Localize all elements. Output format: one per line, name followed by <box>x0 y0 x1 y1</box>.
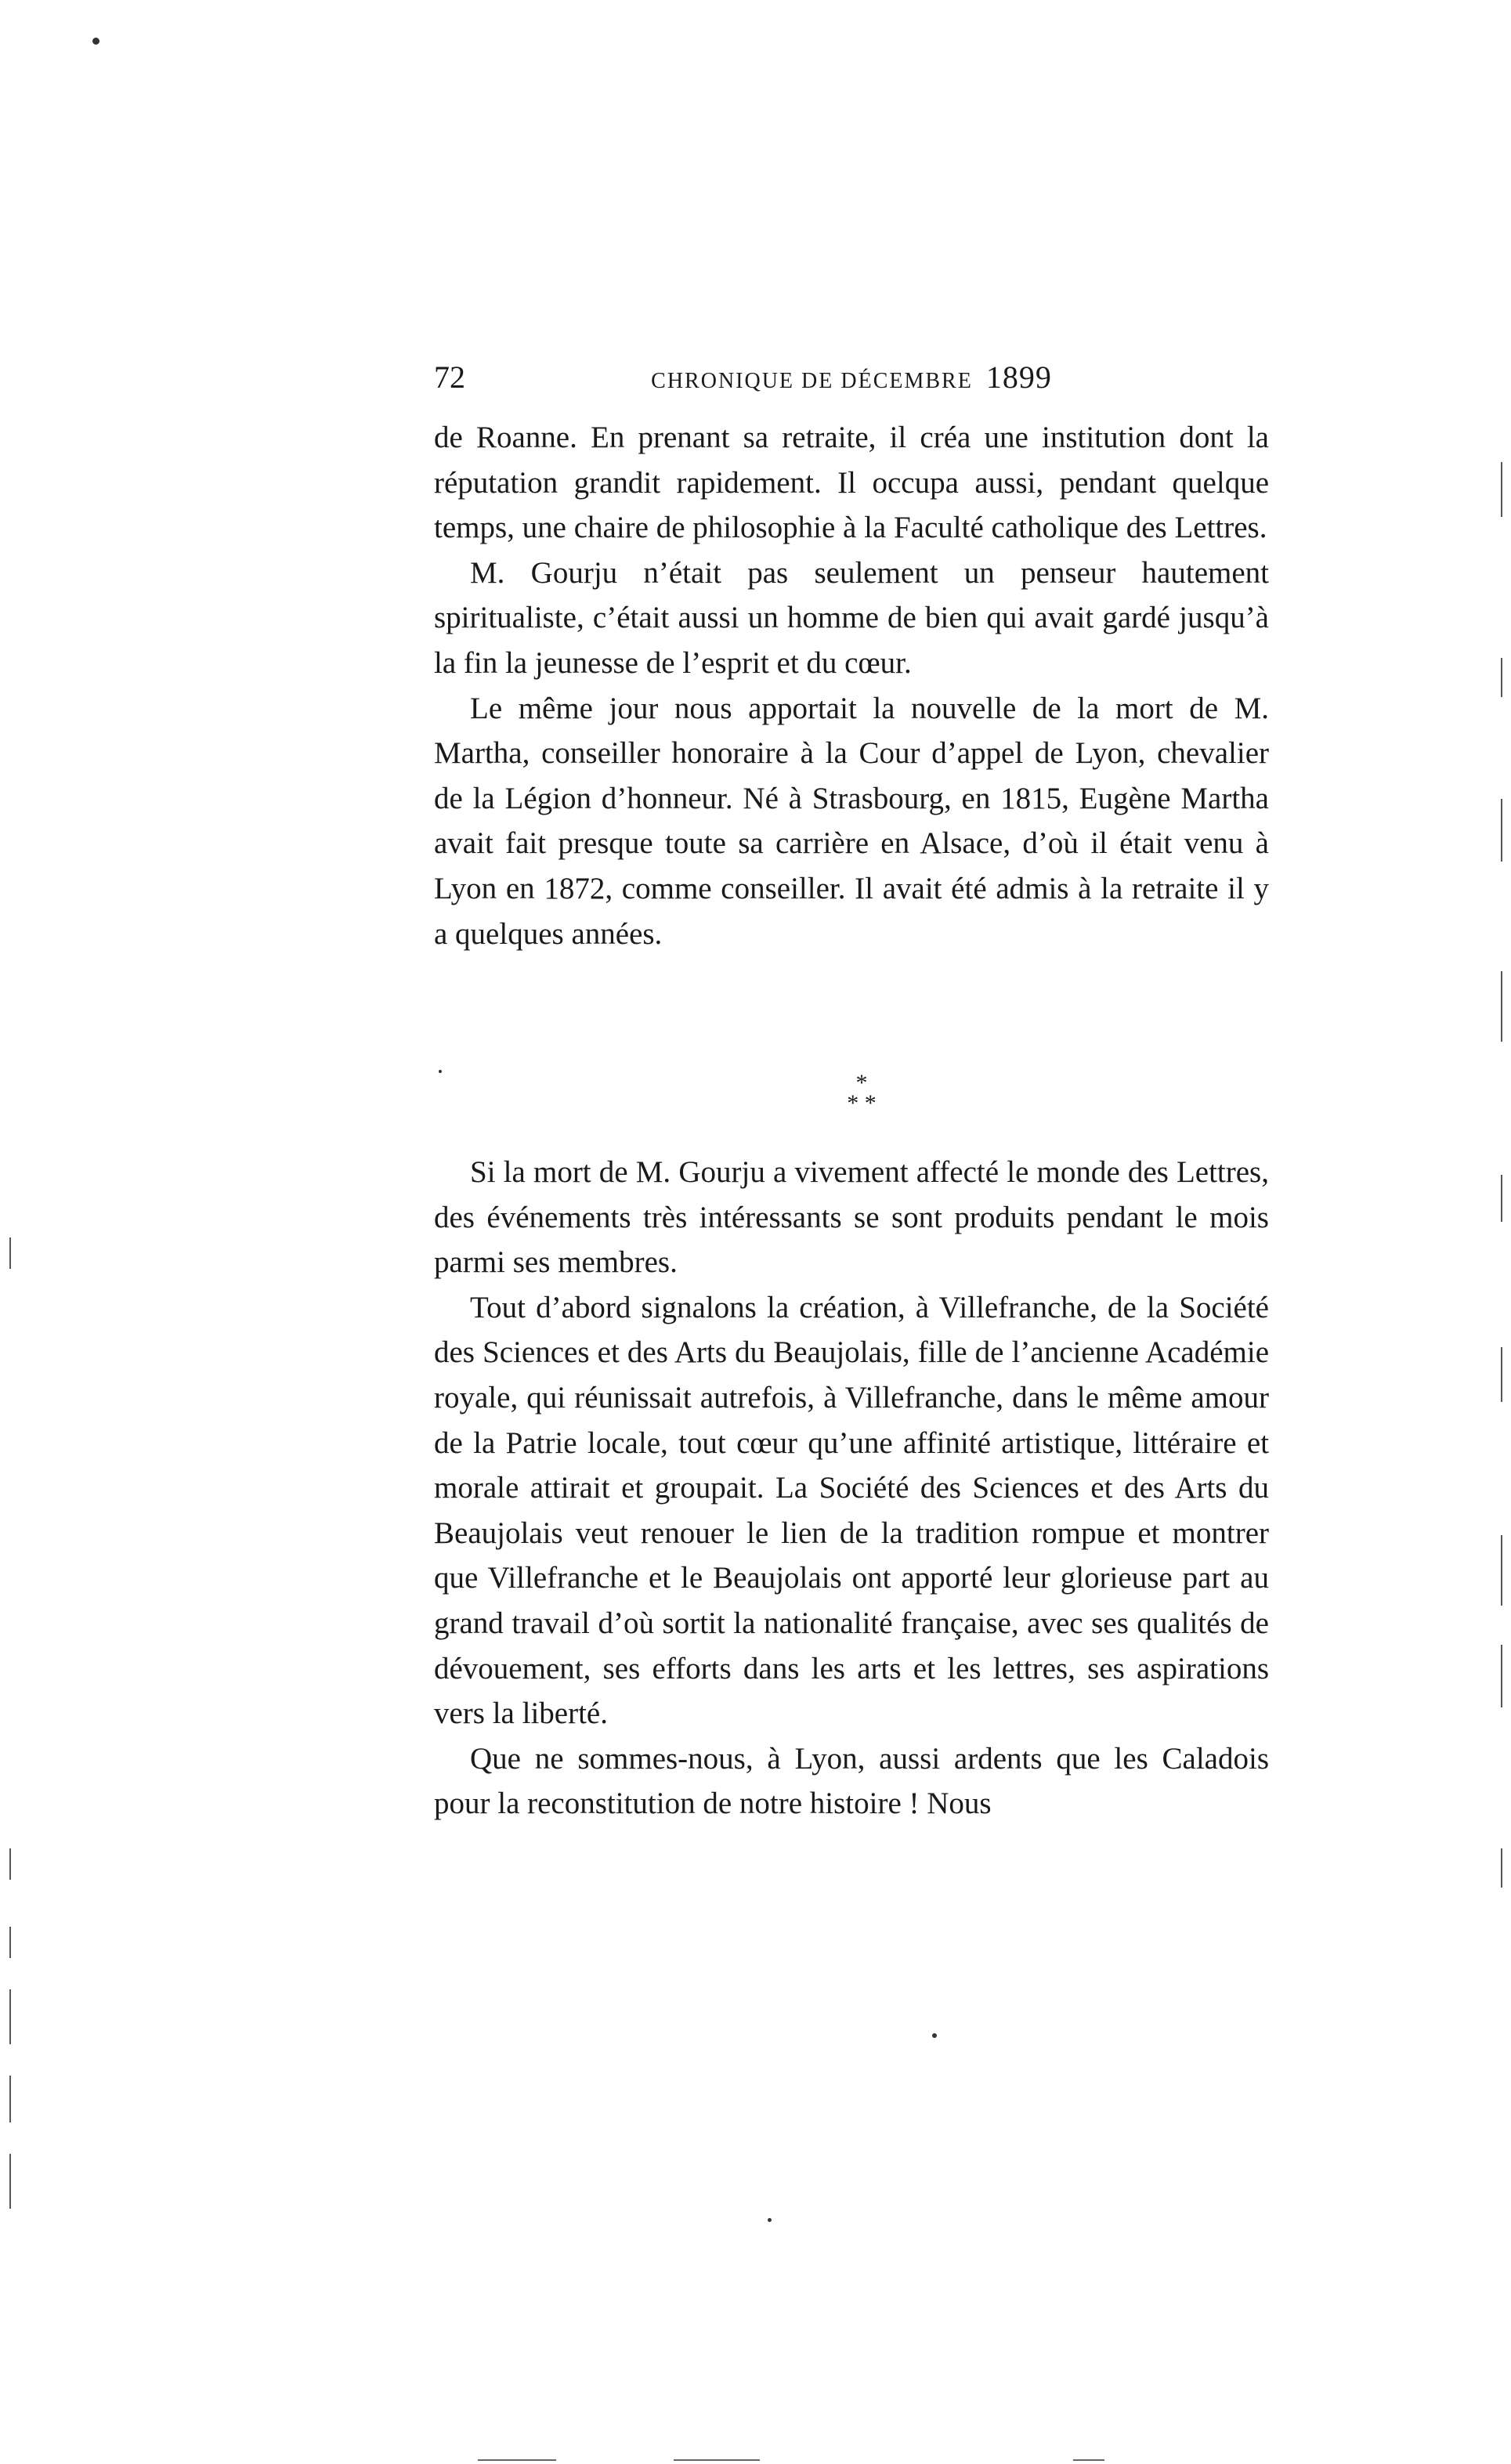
running-head <box>434 354 1269 405</box>
text-block-upper <box>434 415 1269 956</box>
ink-speck <box>439 1070 442 1073</box>
paragraph: M. Gourju n’était pas seulement un penseur hautement spiritualiste, c’était aussi un homme de bien qui avait gardé jusqu’à la fin la jeunesse de l’esprit et du cœur. <box>434 555 1269 680</box>
paragraph: Le même jour nous apportait la nouvelle de la mort de M. Martha, conseiller honoraire à la Cour d’appel de Lyon, chevalier de la Légion d’honneur. Né à Strasbourg, en 1815, Eugène Martha avait fait presque toute sa carrière en Alsace, d’où il était venu à Lyon en 1872, comme conseiller. Il avait été admis à la retraite il y a quelques années. <box>434 691 1269 951</box>
running-head-year: 1899 <box>985 359 1052 395</box>
page-number: 72 <box>434 359 465 395</box>
margin-scan-line <box>9 1989 11 2044</box>
margin-scan-line <box>1501 971 1502 1042</box>
margin-scan-line <box>9 1237 11 1269</box>
margin-scan-line <box>1501 462 1502 517</box>
text-block-lower <box>434 1150 1269 1826</box>
ink-speck <box>768 2218 772 2222</box>
bottom-edge-line <box>478 2459 556 2461</box>
margin-scan-line <box>1501 658 1502 697</box>
margin-scan-line <box>9 1848 11 1880</box>
margin-scan-line <box>1501 799 1502 862</box>
asterism-separator <box>807 1070 916 1128</box>
margin-scan-line <box>9 1927 11 1958</box>
running-head-title: CHRONIQUE DE DÉCEMBRE <box>651 369 973 393</box>
margin-scan-line <box>1501 1848 1502 1888</box>
ink-speck <box>92 38 99 45</box>
margin-scan-line <box>9 2076 11 2123</box>
margin-scan-line <box>1501 1347 1502 1402</box>
page-header <box>434 354 1269 401</box>
margin-scan-line <box>1501 1175 1502 1222</box>
margin-scan-line <box>1501 1535 1502 1606</box>
paragraph: Si la mort de M. Gourju a vivement affecté le monde des Lettres, des événements très intéressants se sont produits pendant le mois parmi ses membres. <box>434 1155 1269 1280</box>
bottom-edge-line <box>674 2459 760 2461</box>
paragraph: Tout d’abord signalons la création, à Villefranche, de la Société des Sciences et des Arts du Beaujolais, fille de l’ancienne Académie royale, qui réunissait autrefois, à Villefranche, dans le même amour de la Patrie locale, tout cœur qu’une affinité artistique, littéraire et morale attirait et groupait. La Société des Sciences et des Arts du Beaujolais veut renouer le lien de la tradition rompue et montrer que Villefranche et le Beaujolais ont apporté leur glorieuse part au grand travail d’où sortit la nationalité française, avec ses qualités de dévouement, ses efforts dans les arts et les lettres, ses aspirations vers la liberté. <box>434 1290 1269 1731</box>
bottom-edge-line <box>1073 2459 1104 2461</box>
asterism-bottom: * * <box>847 1090 877 1116</box>
ink-speck <box>932 2033 937 2038</box>
paragraph: de Roanne. En prenant sa retraite, il créa une institution dont la réputation grandit rapidement. Il occupa aussi, pendant quelque temps, une chaire de philosophie à la Faculté catholique des Lettres. <box>434 421 1269 545</box>
paragraph: Que ne sommes-nous, à Lyon, aussi ardents que les Caladois pour la reconstitution de notre histoire ! Nous <box>434 1741 1269 1821</box>
asterism-top: * <box>855 1070 868 1096</box>
margin-scan-line <box>9 2154 11 2209</box>
margin-scan-line <box>1501 1645 1502 1707</box>
